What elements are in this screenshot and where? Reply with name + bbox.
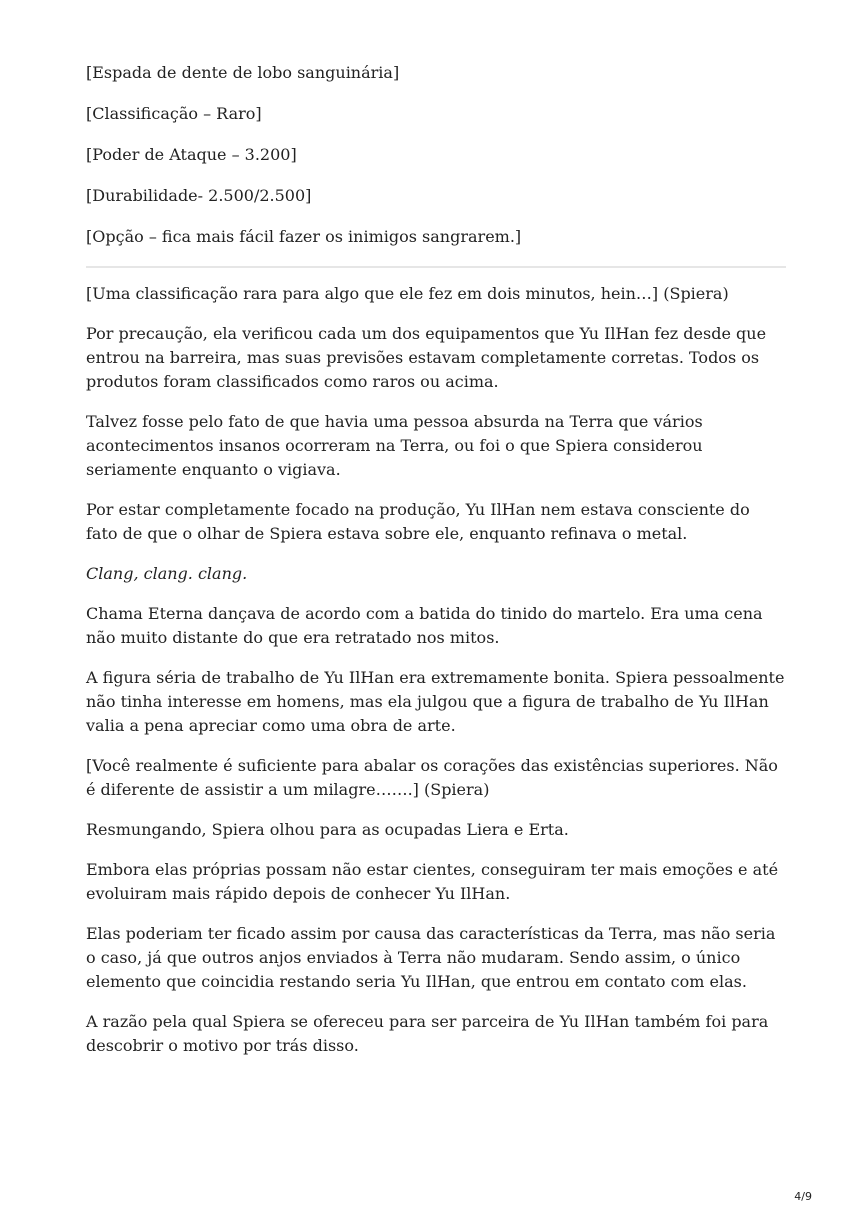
section-divider [86, 266, 786, 268]
paragraph: Resmungando, Spiera olhou para as ocupadas Liera e Erta. [86, 820, 569, 839]
item-name: [Espada de dente de lobo sanguinária] [86, 63, 400, 82]
paragraph: Talvez fosse pelo fato de que havia uma pessoa absurda na Terra que vários acontecimentos insanos ocorreram na Terra, ou foi o que Spiera considerou seriamente enquanto o vigiava. [86, 412, 703, 479]
paragraph: A figura séria de trabalho de Yu IlHan era extremamente bonita. Spiera pessoalmente não tinha interesse em homens, mas ela julgou que a figura de trabalho de Yu IlHan valia a pena apreciar como uma obra de arte. [86, 668, 785, 735]
page-number: 4/9 [794, 1190, 812, 1203]
paragraph: [Uma classificação rara para algo que ele fez em dois minutos, hein…] (Spiera) [86, 284, 729, 303]
paragraph: A razão pela qual Spiera se ofereceu para ser parceira de Yu IlHan também foi para descobrir o motivo por trás disso. [86, 1012, 769, 1055]
paragraph: Por precaução, ela verificou cada um dos equipamentos que Yu IlHan fez desde que entrou na barreira, mas suas previsões estavam completamente corretas. Todos os produtos foram classificados como raros ou acima. [86, 324, 767, 391]
sound-effect-paragraph: Clang, clang. clang. [86, 564, 248, 583]
item-stats-block [86, 61, 786, 249]
item-classification: [Classificação – Raro] [86, 104, 262, 123]
paragraph: Chama Eterna dançava de acordo com a batida do tinido do martelo. Era uma cena não muito distante do que era retratado nos mitos. [86, 604, 763, 647]
paragraph: [Você realmente é suficiente para abalar os corações das existências superiores. Não é diferente de assistir a um milagre…….] (Spiera) [86, 756, 778, 799]
body-text [86, 282, 786, 1058]
paragraph: Por estar completamente focado na produção, Yu IlHan nem estava consciente do fato de que o olhar de Spiera estava sobre ele, enquanto refinava o metal. [86, 500, 750, 543]
item-option: [Opção – fica mais fácil fazer os inimigos sangrarem.] [86, 227, 522, 246]
document-page [86, 61, 786, 1074]
paragraph: Embora elas próprias possam não estar cientes, conseguiram ter mais emoções e até evoluiram mais rápido depois de conhecer Yu IlHan. [86, 860, 779, 903]
paragraph: Elas poderiam ter ficado assim por causa das características da Terra, mas não seria o caso, já que outros anjos enviados à Terra não mudaram. Sendo assim, o único elemento que coincidia restando seria Yu IlHan, que entrou em contato com elas. [86, 924, 776, 991]
item-durability: [Durabilidade- 2.500/2.500] [86, 186, 312, 205]
item-attack-power: [Poder de Ataque – 3.200] [86, 145, 297, 164]
